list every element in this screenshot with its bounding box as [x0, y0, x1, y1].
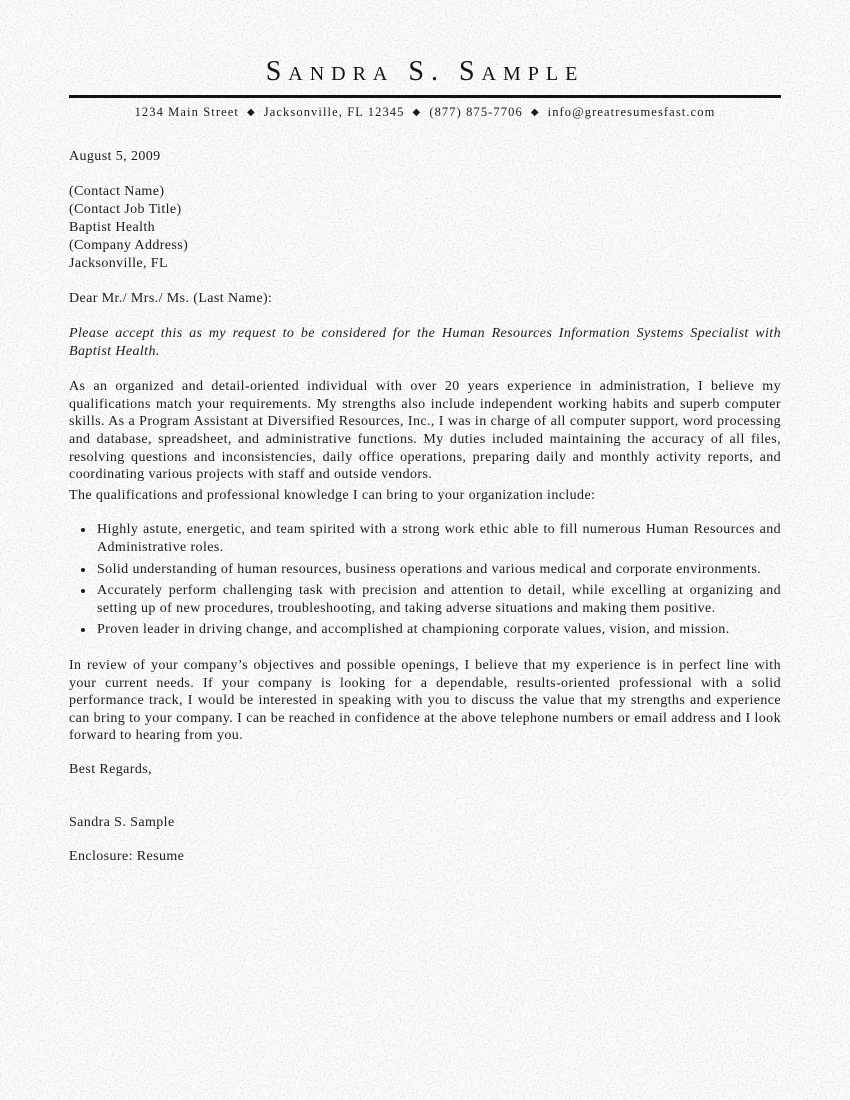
recipient-block: [69, 183, 781, 273]
subject-line: Please accept this as my request to be considered for the Human Resources Information Systems Specialist with Baptist Health.: [69, 326, 781, 359]
enclosure-line: Enclosure: Resume: [69, 848, 185, 864]
contact-street: 1234 Main Street: [134, 105, 239, 119]
qualification-item: • Accurately perform challenging task with precision and attention to detail, while excelling at organizing and setting up of new procedures, troubleshooting, and taking adverse situations and making them positive.: [95, 582, 781, 617]
salutation: Dear Mr./ Mrs./ Ms. (Last Name):: [69, 291, 273, 306]
letterhead-contact-line: [69, 105, 781, 120]
qualification-item: • Solid understanding of human resources, business operations and various medical and corporate environments.: [95, 561, 781, 579]
diamond-separator-icon: ◆: [412, 107, 422, 118]
recipient-line: (Contact Job Title): [69, 202, 182, 217]
letter-content: [0, 56, 850, 865]
diamond-separator-icon: ◆: [246, 107, 256, 118]
qualification-item: • Highly astute, energetic, and team spirited with a strong work ethic able to fill numerous Human Resources and Administrative roles.: [95, 521, 781, 556]
recipient-line: Baptist Health: [69, 220, 156, 235]
letterhead-name: Sandra S. Sample: [265, 56, 585, 87]
recipient-line: (Contact Name): [69, 184, 165, 199]
diamond-separator-icon: ◆: [530, 107, 540, 118]
qualifications-list: [69, 521, 781, 639]
signature-name: Sandra S. Sample: [69, 814, 175, 830]
recipient-line: (Company Address): [69, 238, 189, 253]
valediction: Best Regards,: [69, 761, 152, 777]
contact-city: Jacksonville, FL 12345: [263, 105, 405, 119]
qualification-item: • Proven leader in driving change, and accomplished at championing corporate values, vision, and mission.: [95, 621, 781, 639]
letter-body: [69, 149, 781, 865]
letterhead-rule: [69, 95, 781, 98]
contact-email: info@greatresumesfast.com: [547, 105, 716, 119]
letter-date: August 5, 2009: [69, 149, 161, 164]
contact-phone: (877) 875-7706: [429, 105, 523, 119]
recipient-line: Jacksonville, FL: [69, 256, 168, 271]
paragraph-closing: In review of your company’s objectives and possible openings, I believe that my experience is in perfect line with your current needs. If your company is looking for a dependable, results-oriented professional with a solid performance track, I would be interested in speaking with you to discuss the value that my strengths and experience can bring to your company. I can be reached in confidence at the above telephone numbers or email address and I look forward to hearing from you.: [69, 657, 781, 744]
paragraph-experience: As an organized and detail-oriented individual with over 20 years experience in administration, I believe my qualifications match your requirements. My strengths also include independent working habits and superb computer skills. As a Program Assistant at Diversified Resources, Inc., I was in charge of all computer support, word processing and database, spreadsheet, and administrative functions. My duties included maintaining the accuracy of all files, resolving questions and inconsistencies, daily office operations, preparing daily and monthly activity reports, and coordinating various projects with staff and outside vendors.: [69, 379, 781, 483]
letterhead: [69, 56, 781, 120]
qualifications-lead: The qualifications and professional knowledge I can bring to your organization include:: [69, 487, 596, 503]
